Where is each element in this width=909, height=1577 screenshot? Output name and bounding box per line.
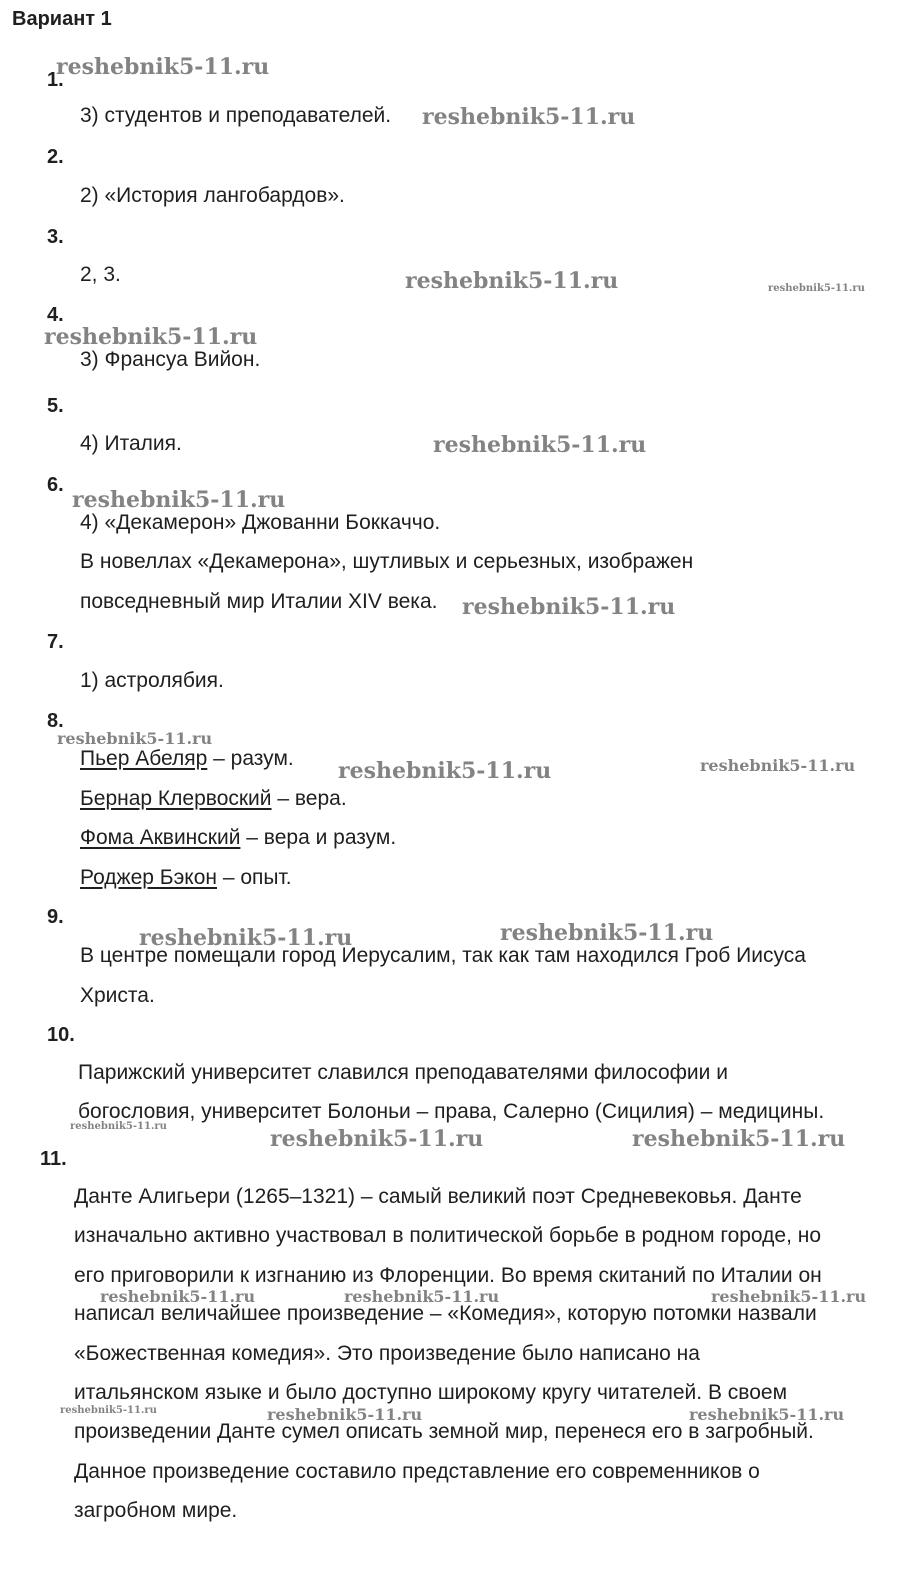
question-number-4: 4. [47, 304, 64, 326]
watermark: reshebnik5-11.ru [338, 758, 552, 784]
watermark: reshebnik5-11.ru [100, 1287, 256, 1306]
watermark: reshebnik5-11.ru [433, 432, 647, 458]
answer-4: 3) Франсуа Вийон. [80, 348, 261, 371]
answer-10-line-2: богословия, университет Болоньи – права, Салерно (Сицилия) – медицины. [78, 1100, 825, 1123]
answer-11-line: изначально активно участвовал в политической борьбе в родном городе, но [74, 1224, 822, 1247]
question-number-2: 2. [47, 146, 64, 168]
question-number-10: 10. [47, 1024, 75, 1046]
watermark: reshebnik5-11.ru [57, 729, 213, 748]
watermark: reshebnik5-11.ru [139, 925, 353, 951]
philosopher-name: Роджер Бэкон [80, 866, 217, 889]
watermark: reshebnik5-11.ru [44, 324, 258, 350]
answer-9-line-1: В центре помещали город Иерусалим, так как там находился Гроб Иисуса [80, 944, 806, 967]
answer-9-line-2: Христа. [80, 984, 155, 1007]
page-title: Вариант 1 [12, 8, 112, 30]
watermark: reshebnik5-11.ru [462, 594, 676, 620]
question-number-9: 9. [47, 906, 64, 928]
watermark: reshebnik5-11.ru [632, 1126, 846, 1152]
answer-1: 3) студентов и преподавателей. [80, 104, 392, 127]
answer-8-item: Пьер Абеляр – разум. [80, 747, 294, 770]
question-number-7: 7. [47, 631, 64, 653]
watermark: reshebnik5-11.ru [768, 283, 865, 294]
question-number-5: 5. [47, 395, 64, 417]
answer-11-line: Данное произведение составило представление его современников о [74, 1460, 760, 1483]
watermark: reshebnik5-11.ru [70, 1121, 167, 1132]
answer-11-line: итальянском языке и было доступно широкому кругу читателей. В своем [74, 1381, 788, 1404]
question-number-3: 3. [47, 226, 64, 248]
philosopher-name: Пьер Абеляр [80, 747, 208, 770]
question-number-1: 1. [47, 69, 64, 91]
philosopher-name: Бернар Клервоский [80, 787, 272, 810]
watermark: reshebnik5-11.ru [56, 54, 270, 80]
philosopher-name: Фома Аквинский [80, 826, 241, 849]
watermark: reshebnik5-11.ru [405, 268, 619, 294]
watermark: reshebnik5-11.ru [60, 1405, 157, 1416]
watermark: reshebnik5-11.ru [422, 104, 636, 130]
question-number-11: 11. [40, 1148, 67, 1170]
answer-3: 2, 3. [80, 263, 121, 286]
answer-6-explanation-line-2: повседневный мир Италии XIV века. [80, 590, 438, 613]
watermark: reshebnik5-11.ru [72, 487, 286, 513]
watermark: reshebnik5-11.ru [711, 1287, 867, 1306]
answer-8-item: Роджер Бэкон – опыт. [80, 866, 292, 889]
answer-11-line: загробном мире. [74, 1499, 238, 1522]
watermark: reshebnik5-11.ru [270, 1126, 484, 1152]
answer-11-line: Данте Алигьери (1265–1321) – самый великий поэт Средневековья. Данте [74, 1185, 802, 1208]
answer-6: 4) «Декамерон» Джованни Боккаччо. [80, 511, 441, 534]
answer-11-line: написал величайшее произведение – «Комедия», которую потомки назвали [74, 1302, 817, 1325]
question-number-8: 8. [47, 710, 64, 732]
watermark: reshebnik5-11.ru [267, 1405, 423, 1424]
answer-11-line: «Божественная комедия». Это произведение было написано на [74, 1342, 700, 1365]
watermark: reshebnik5-11.ru [500, 920, 714, 946]
answer-5: 4) Италия. [80, 432, 182, 455]
answer-11-line: произведении Данте сумел описать земной мир, перенеся его в загробный. [74, 1420, 814, 1443]
watermark: reshebnik5-11.ru [700, 756, 856, 775]
question-number-6: 6. [47, 474, 64, 496]
answer-8-item: Бернар Клервоский – вера. [80, 787, 347, 810]
answer-2: 2) «История лангобардов». [80, 184, 345, 207]
watermark: reshebnik5-11.ru [689, 1405, 845, 1424]
answer-6-explanation-line-1: В новеллах «Декамерона», шутливых и серьезных, изображен [80, 550, 694, 573]
answer-7: 1) астролябия. [80, 669, 224, 692]
answer-11-line: его приговорили к изгнанию из Флоренции. Во время скитаний по Италии он [74, 1264, 822, 1287]
answer-8-item: Фома Аквинский – вера и разум. [80, 826, 397, 849]
watermark: reshebnik5-11.ru [344, 1287, 500, 1306]
answer-10-line-1: Парижский университет славился преподавателями философии и [78, 1061, 728, 1084]
